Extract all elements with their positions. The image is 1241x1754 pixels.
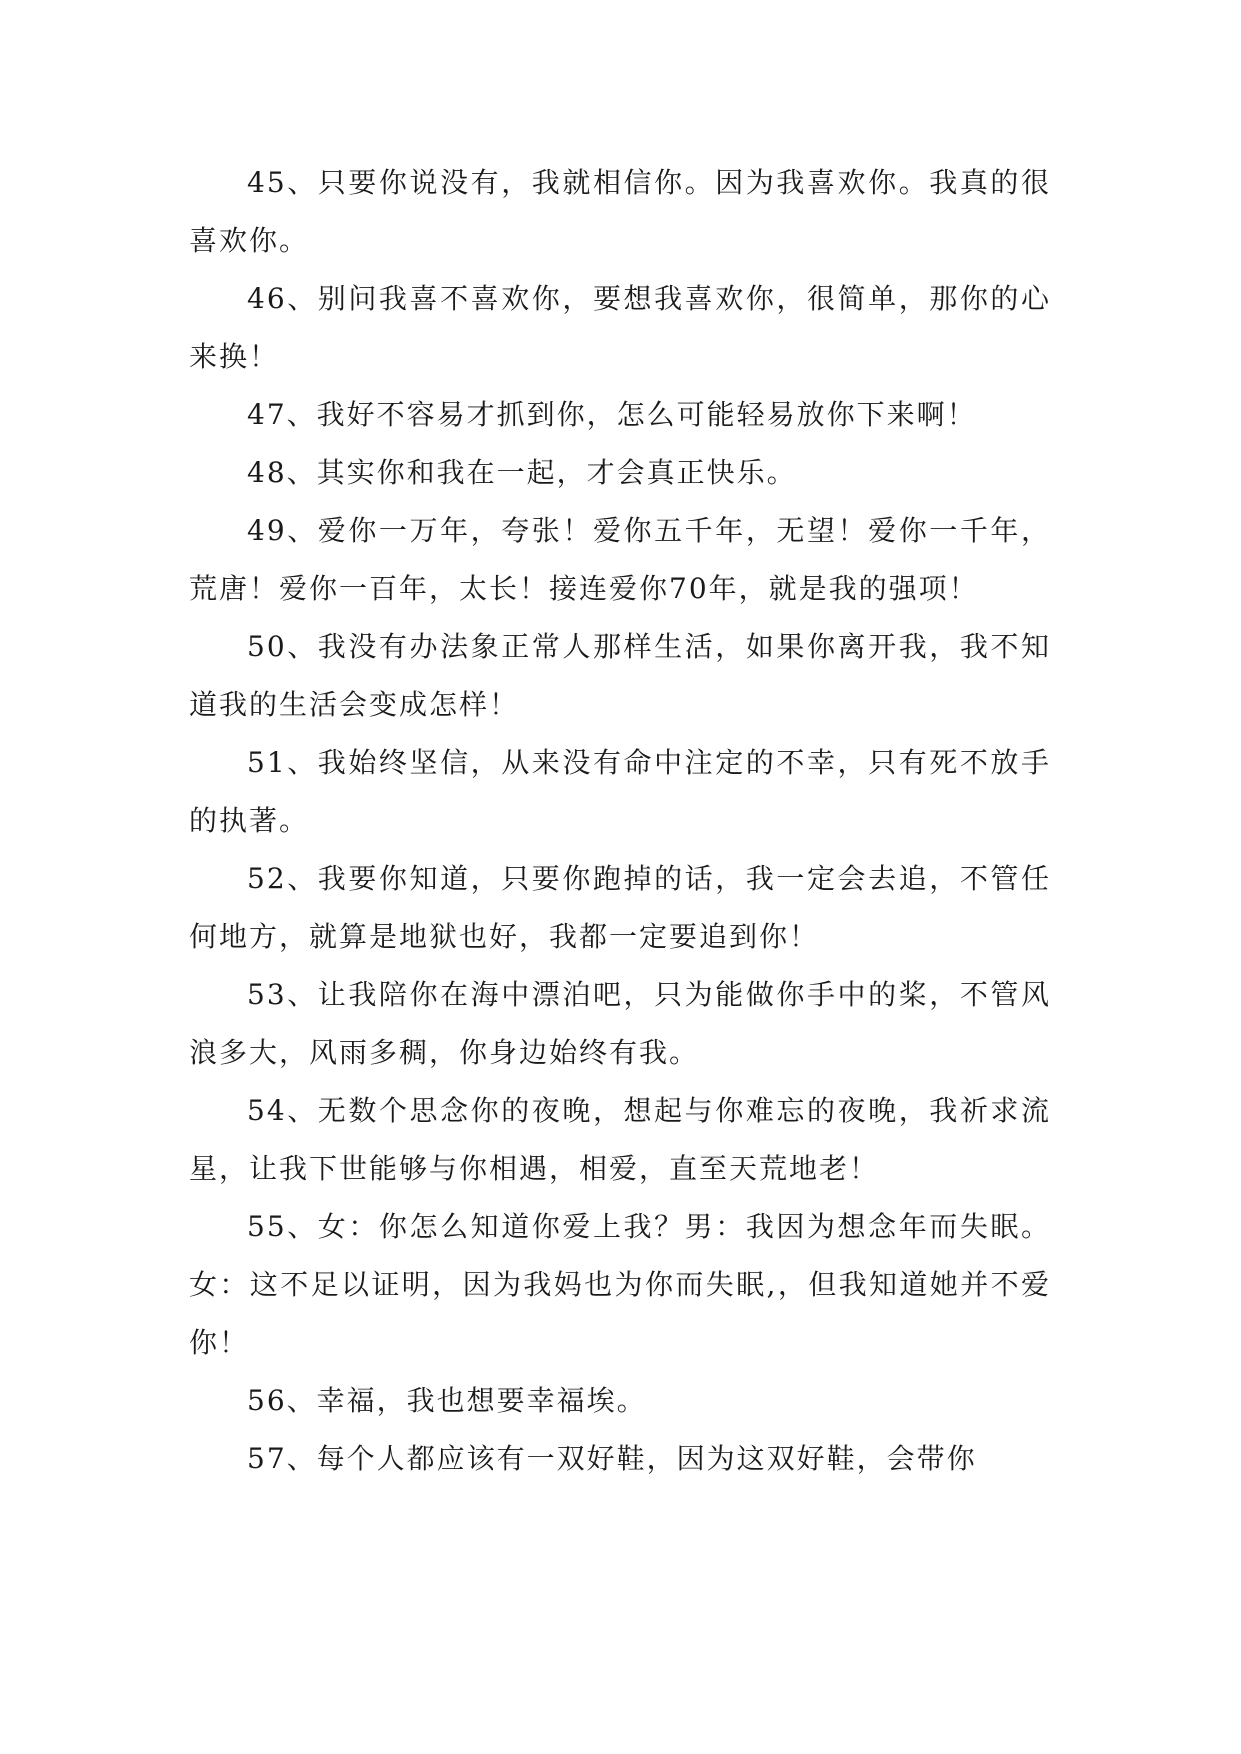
paragraph-55: 55、女：你怎么知道你爱上我？男：我因为想念年而失眠。女：这不足以证明，因为我妈也为你而失眠,，但我知道她并不爱你！ (189, 1210, 1051, 1359)
paragraph-48: 48、其实你和我在一起，才会真正快乐。 (247, 456, 797, 489)
paragraph-45: 45、只要你说没有，我就相信你。因为我喜欢你。我真的很喜欢你。 (189, 166, 1051, 257)
paragraph-52: 52、我要你知道，只要你跑掉的话，我一定会去追，不管任何地方，就算是地狱也好，我都一定要追到你！ (189, 862, 1051, 953)
paragraph-51: 51、我始终坚信，从来没有命中注定的不幸，只有死不放手的执著。 (189, 746, 1051, 837)
paragraph-47: 47、我好不容易才抓到你，怎么可能轻易放你下来啊！ (247, 398, 977, 431)
paragraph-56: 56、幸福，我也想要幸福埃。 (247, 1384, 647, 1417)
paragraph-57: 57、每个人都应该有一双好鞋，因为这双好鞋，会带你 (247, 1442, 977, 1475)
paragraph-46: 46、别问我喜不喜欢你，要想我喜欢你，很简单，那你的心来换！ (189, 282, 1051, 373)
paragraph-49: 49、爱你一万年，夸张！爱你五千年，无望！爱你一千年，荒唐！爱你一百年，太长！接连爱你70年，就是我的强项！ (189, 514, 1051, 605)
paragraph-50: 50、我没有办法象正常人那样生活，如果你离开我，我不知道我的生活会变成怎样！ (189, 630, 1051, 721)
paragraph-54: 54、无数个思念你的夜晚，想起与你难忘的夜晚，我祈求流星，让我下世能够与你相遇，相爱，直至天荒地老！ (189, 1094, 1051, 1185)
document-body (189, 154, 1051, 1488)
paragraph-53: 53、让我陪你在海中漂泊吧，只为能做你手中的桨，不管风浪多大，风雨多稠，你身边始终有我。 (189, 978, 1051, 1069)
